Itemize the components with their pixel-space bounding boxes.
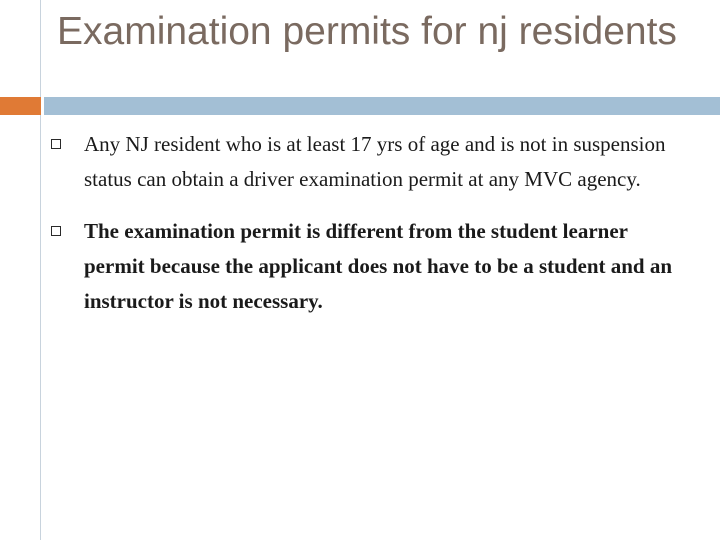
slide-title: Examination permits for nj residents [57,10,677,53]
bullet-item [50,214,690,319]
title-rule-blue [44,97,720,115]
square-bullet-icon [51,226,61,236]
bullet-item [50,127,690,197]
bullet-list [50,127,690,336]
bullet-text: Any NJ resident who is at least 17 yrs of age and is not in suspension status can obtain a driver examination permit at any MVC agency. [84,132,666,191]
left-accent-bar [0,0,41,540]
title-rule-orange [0,97,41,115]
bullet-text: The examination permit is different from the student learner permit because the applicant does not have to be a student and an instructor is not necessary. [84,219,673,313]
square-bullet-icon [51,139,61,149]
